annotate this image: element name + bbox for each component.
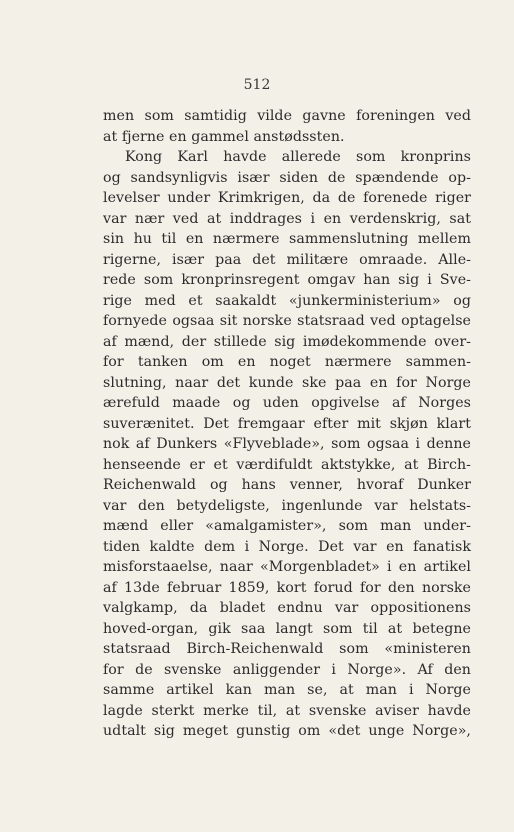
text-line: Reichenwald og hans venner, hvoraf Dunker bbox=[103, 477, 471, 493]
text-line: men som samtidig vilde gavne foreningen ved bbox=[103, 108, 471, 124]
text-line: rigerne, især paa det militære omraade. Alle- bbox=[103, 251, 471, 268]
text-line: sin hu til en nærmere sammenslutning mellem bbox=[103, 231, 471, 247]
text-line: var den betydeligste, ingenlunde var helstats- bbox=[103, 497, 471, 514]
text-line: tiden kaldte dem i Norge. Det var en fanatisk bbox=[103, 538, 471, 555]
text-line: rige med et saakaldt «junkerministerium» og bbox=[103, 292, 471, 309]
text-line: at fjerne en gammel anstødssten. bbox=[103, 128, 345, 145]
text-line: for tanken om en noget nærmere sammen- bbox=[103, 354, 471, 370]
text-line: udtalt sig meget gunstig om «det unge Norge», bbox=[103, 723, 471, 739]
text-line: slutning, naar det kunde ske paa en for Norge bbox=[103, 374, 471, 391]
text-line: af 13de februar 1859, kort forud for den norske bbox=[103, 579, 471, 596]
text-line: ærefuld maade og uden opgivelse af Norges bbox=[103, 395, 471, 411]
text-line: samme artikel kan man se, at man i Norge bbox=[103, 682, 471, 698]
text-line: misforstaaelse, naar «Morgenbladet» i en artikel bbox=[103, 559, 471, 575]
text-line: og sandsynligvis især siden de spændende op- bbox=[103, 169, 471, 186]
text-line: levelser under Krimkrigen, da de forenede riger bbox=[103, 190, 471, 206]
text-line: for de svenske anliggender i Norge». Af den bbox=[103, 661, 471, 678]
text-line: statsraad Birch-Reichenwald som «ministeren bbox=[103, 641, 471, 657]
text-line: var nær ved at inddrages i en verdenskrig, sat bbox=[103, 210, 471, 227]
text-line: valgkamp, da bladet endnu var oppositionens bbox=[103, 600, 471, 616]
text-line: henseende er et værdifuldt aktstykke, at Birch- bbox=[103, 456, 471, 473]
text-line: mænd eller «amalgamister», som man under- bbox=[103, 518, 471, 534]
text-line: hoved-organ, gik saa langt som til at betegne bbox=[103, 620, 471, 637]
text-line: af mænd, der stillede sig imødekommende over- bbox=[103, 333, 471, 350]
text-line: fornyede ogsaa sit norske statsraad ved optagelse bbox=[103, 313, 471, 329]
page-number: 512 bbox=[243, 77, 271, 93]
text-line: nok af Dunkers «Flyveblade», som ogsaa i denne bbox=[103, 436, 471, 452]
text-line: lagde sterkt merke til, at svenske aviser havde bbox=[103, 702, 471, 719]
text-line: Kong Karl havde allerede som kronprins bbox=[125, 149, 471, 165]
text-line: rede som kronprinsregent omgav han sig i Sve- bbox=[103, 272, 471, 288]
text-line: suverænitet. Det fremgaar efter mit skjøn klart bbox=[103, 415, 471, 432]
body-text bbox=[103, 106, 471, 742]
